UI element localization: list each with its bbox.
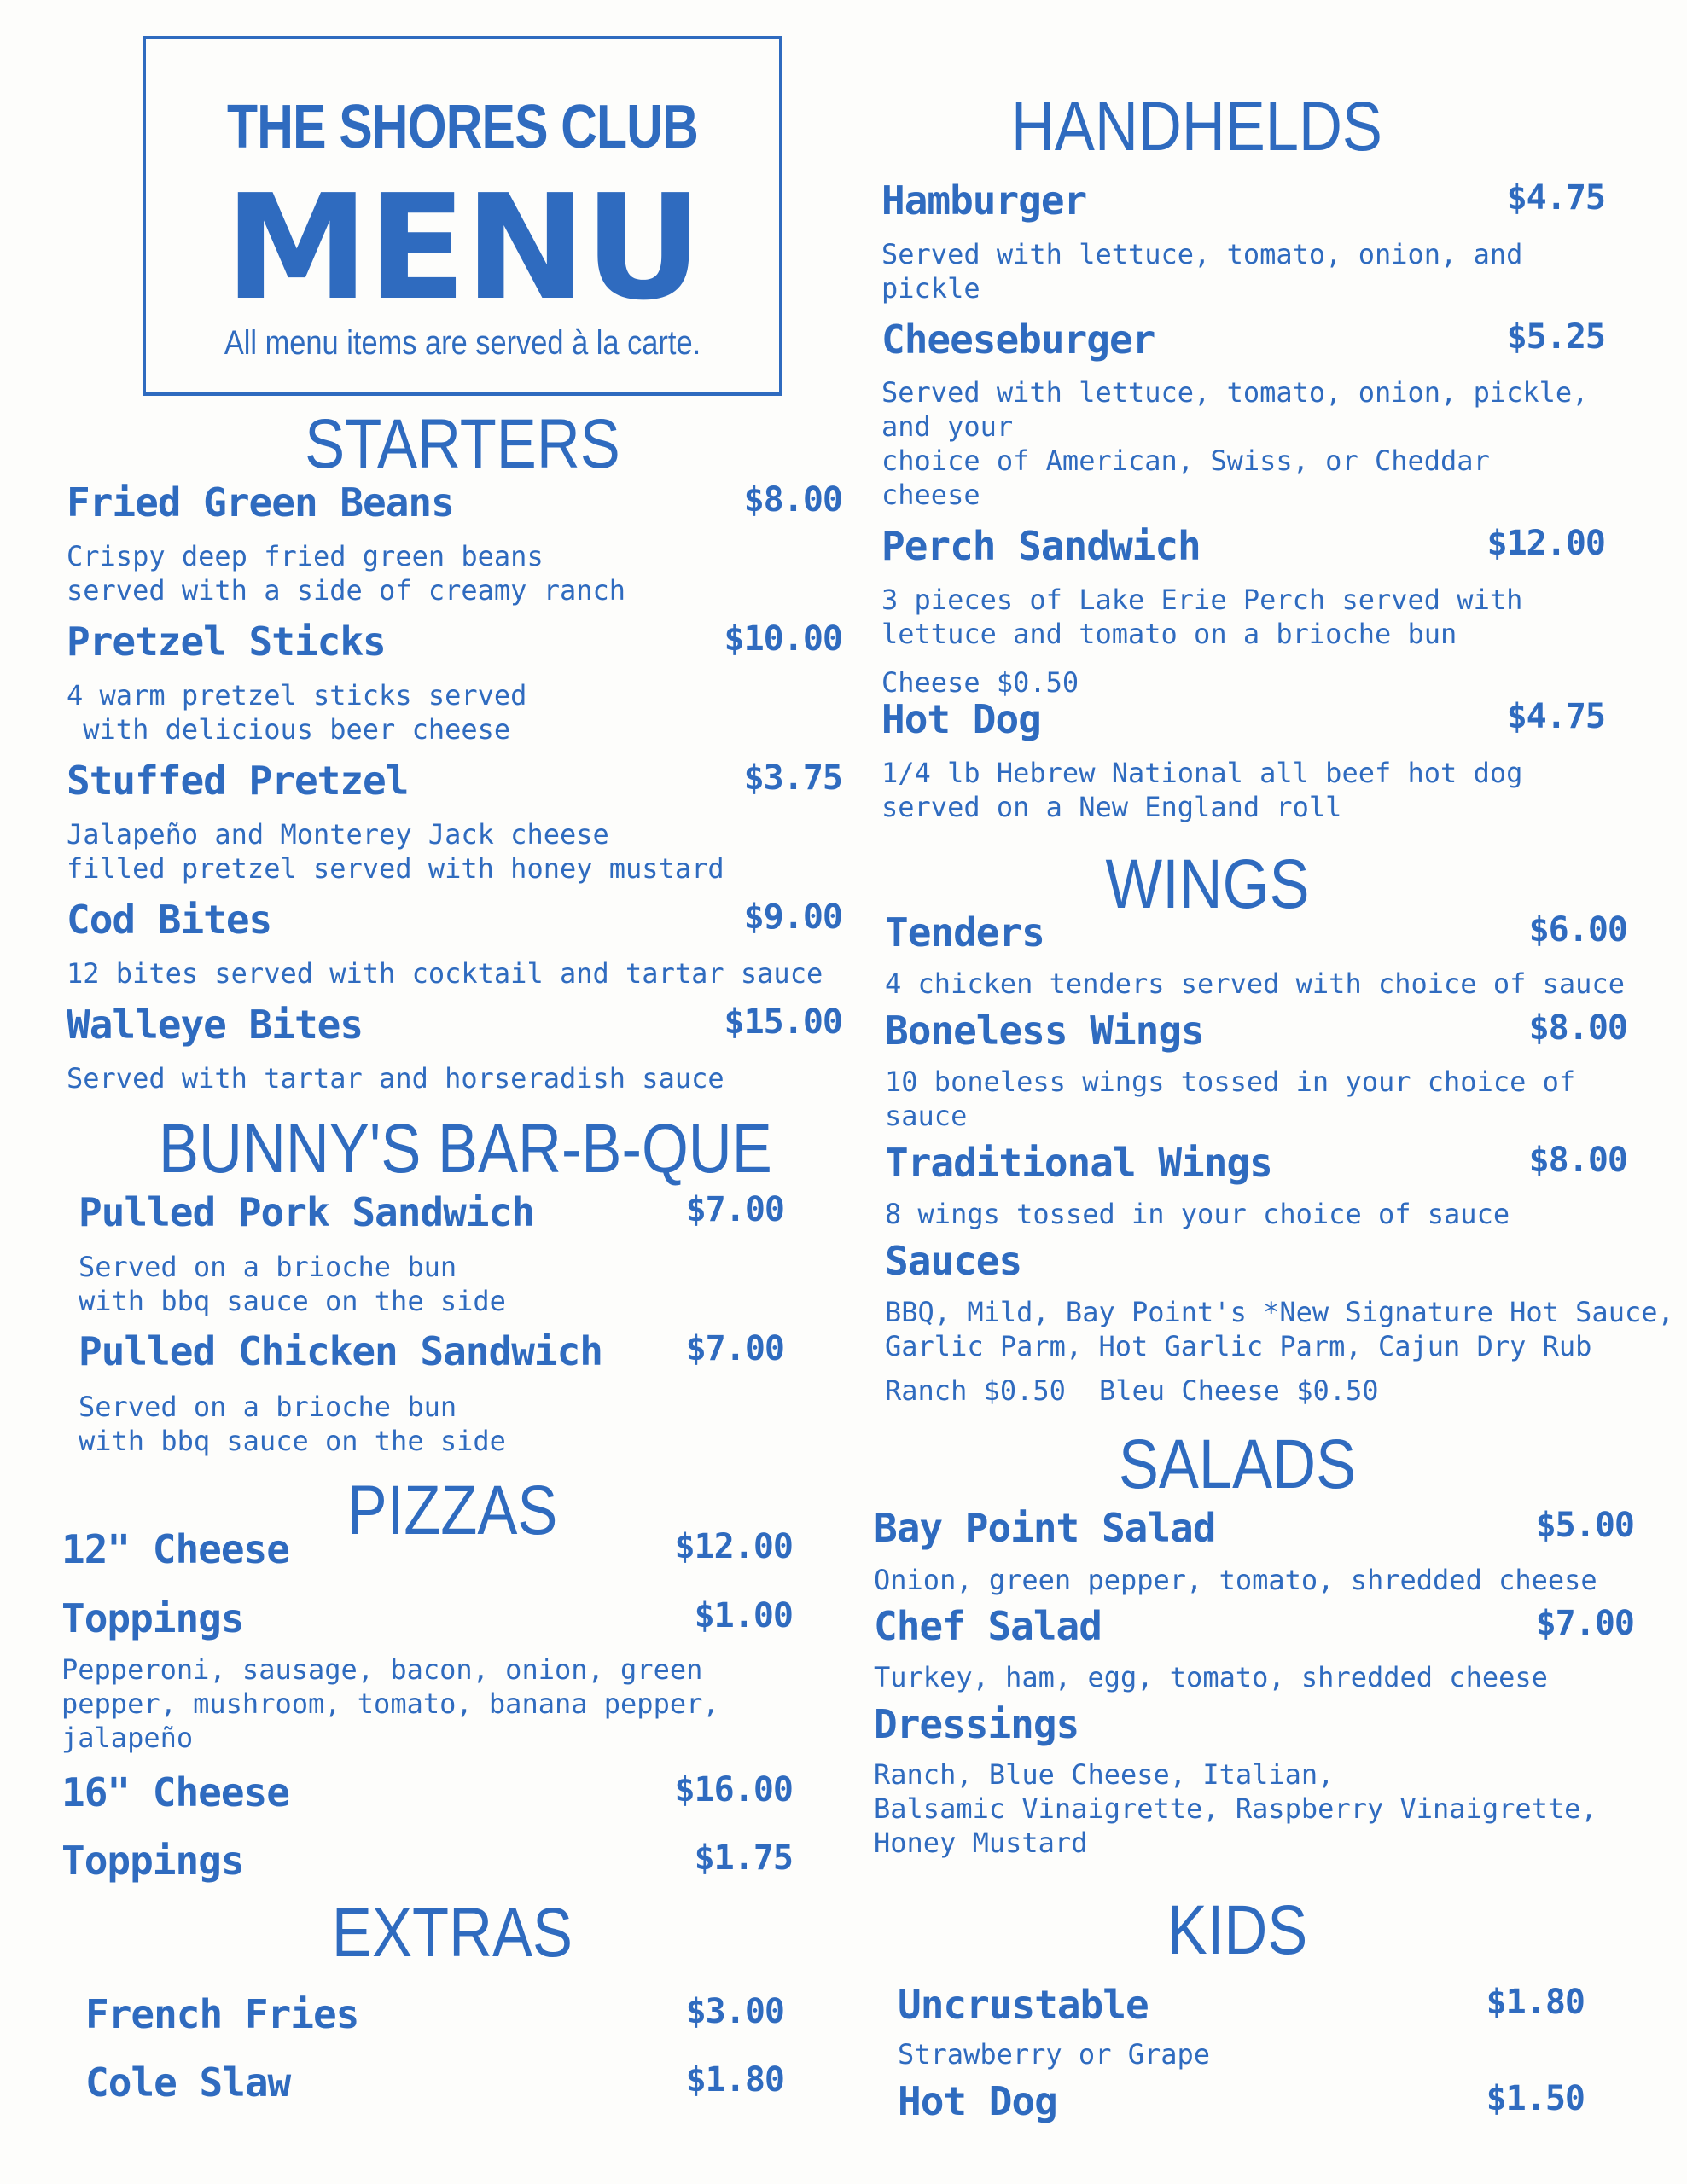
item-description: 4 warm pretzel sticks served with delicious beer cheese <box>67 679 527 746</box>
item-name: Boneless Wings <box>885 1008 1204 1054</box>
dressings-list: Ranch, Blue Cheese, Italian, Balsamic Vinaigrette, Raspberry Vinaigrette, Honey Mustard <box>874 1758 1597 1859</box>
item-price: $1.00 <box>694 1596 793 1635</box>
item-name: Cole Slaw <box>85 2059 291 2106</box>
item-price: $12.00 <box>1486 524 1605 563</box>
item-name: Pulled Chicken Sandwich <box>79 1328 602 1374</box>
bleu-cheese-addon: Bleu Cheese $0.50 <box>1099 1374 1379 1407</box>
item-price: $10.00 <box>724 619 842 659</box>
item-description: Jalapeño and Monterey Jack cheese filled pretzel served with honey mustard <box>67 818 724 885</box>
menu-title: MENU <box>224 164 701 333</box>
item-price: $5.00 <box>1535 1506 1634 1545</box>
item-name: Traditional Wings <box>885 1140 1272 1186</box>
item-description: Crispy deep fried green beans served with a side of creamy ranch <box>67 540 626 607</box>
item-name: Perch Sandwich <box>881 523 1201 569</box>
section-title-handhelds: HANDHELDS <box>1011 88 1382 166</box>
sauces-heading: Sauces <box>885 1238 1022 1284</box>
item-name: Stuffed Pretzel <box>67 758 409 804</box>
item-price: $1.80 <box>1486 1983 1585 2022</box>
item-price: $3.75 <box>743 758 842 798</box>
item-name: Cheeseburger <box>881 317 1155 363</box>
section-title-extras: EXTRAS <box>331 1894 573 1972</box>
section-title-starters: STARTERS <box>305 405 620 483</box>
item-name: Pulled Pork Sandwich <box>79 1189 534 1235</box>
item-price: $16.00 <box>674 1770 793 1809</box>
item-name: Toppings <box>61 1595 244 1641</box>
item-description: Turkey, ham, egg, tomato, shredded cheese <box>874 1661 1548 1693</box>
item-name: Fried Green Beans <box>67 479 454 526</box>
item-price: $9.00 <box>743 897 842 937</box>
item-price: $1.50 <box>1486 2079 1585 2118</box>
section-title-pizzas: PIZZAS <box>346 1472 558 1549</box>
item-price: $7.00 <box>685 1329 784 1368</box>
menu-header-box <box>143 36 782 396</box>
item-name: 16" Cheese <box>61 1769 289 1815</box>
item-description: Served on a brioche bun with bbq sauce on the side <box>79 1251 506 1317</box>
section-title-bbq: BUNNY'S BAR-B-QUE <box>159 1110 772 1188</box>
ranch-addon: Ranch $0.50 <box>885 1374 1066 1407</box>
item-name: Hot Dog <box>898 2078 1057 2124</box>
item-price: $3.00 <box>685 1992 784 2031</box>
item-price: $4.75 <box>1506 178 1605 218</box>
item-description: 4 chicken tenders served with choice of sauce <box>885 967 1625 1000</box>
item-name: 12" Cheese <box>61 1526 289 1572</box>
item-description: Served with lettuce, tomato, onion, pickle, and your choice of American, Swiss, or Cheddar cheese <box>881 376 1589 511</box>
item-price: $1.75 <box>694 1838 793 1878</box>
item-name: Walleye Bites <box>67 1002 364 1048</box>
item-name: Hot Dog <box>881 696 1041 742</box>
item-name: Hamburger <box>881 177 1087 224</box>
item-price: $8.00 <box>743 480 842 520</box>
item-addon: Cheese $0.50 <box>881 666 1079 699</box>
item-name: Pretzel Sticks <box>67 619 386 665</box>
section-title-wings: WINGS <box>1105 845 1310 923</box>
item-price: $8.00 <box>1528 1141 1627 1180</box>
item-price: $8.00 <box>1528 1008 1627 1048</box>
item-name: Toppings <box>61 1838 244 1884</box>
item-name: Tenders <box>885 909 1044 956</box>
item-name: Chef Salad <box>874 1603 1102 1649</box>
item-description: 12 bites served with cocktail and tartar sauce <box>67 957 823 990</box>
item-description: Pepperoni, sausage, bacon, onion, green pepper, mushroom, tomato, banana pepper, jalapeño <box>61 1653 719 1754</box>
item-price: $12.00 <box>674 1527 793 1566</box>
item-description: 8 wings tossed in your choice of sauce <box>885 1198 1510 1230</box>
item-price: $7.00 <box>1535 1604 1634 1643</box>
item-description: Served with tartar and horseradish sauce <box>67 1062 724 1095</box>
item-description: Served on a brioche bun with bbq sauce on the side <box>79 1391 506 1457</box>
a-la-carte-note: All menu items are served à la carte. <box>224 324 701 362</box>
item-price: $15.00 <box>724 1002 842 1042</box>
item-price: $6.00 <box>1528 910 1627 950</box>
item-description: 3 pieces of Lake Erie Perch served with lettuce and tomato on a brioche bun <box>881 584 1523 650</box>
item-name: Cod Bites <box>67 897 272 943</box>
item-name: Bay Point Salad <box>874 1505 1216 1551</box>
sauces-list: BBQ, Mild, Bay Point's *New Signature Hot Sauce, Garlic Parm, Hot Garlic Parm, Cajun Dry Rub <box>885 1296 1674 1362</box>
dressings-heading: Dressings <box>874 1701 1079 1747</box>
item-description: 10 boneless wings tossed in your choice of sauce <box>885 1066 1576 1132</box>
item-price: $1.80 <box>685 2060 784 2100</box>
item-description: 1/4 lb Hebrew National all beef hot dog served on a New England roll <box>881 757 1523 823</box>
item-description: Onion, green pepper, tomato, shredded cheese <box>874 1564 1597 1596</box>
item-description: Served with lettuce, tomato, onion, and pickle <box>881 238 1523 305</box>
item-price: $4.75 <box>1506 697 1605 736</box>
club-name: THE SHORES CLUB <box>227 93 698 161</box>
item-name: French Fries <box>85 1991 359 2037</box>
item-price: $7.00 <box>685 1190 784 1229</box>
item-description: Strawberry or Grape <box>898 2038 1211 2071</box>
item-name: Uncrustable <box>898 1982 1149 2028</box>
section-title-kids: KIDS <box>1166 1891 1308 1969</box>
item-price: $5.25 <box>1506 317 1605 357</box>
section-title-salads: SALADS <box>1118 1426 1357 1503</box>
